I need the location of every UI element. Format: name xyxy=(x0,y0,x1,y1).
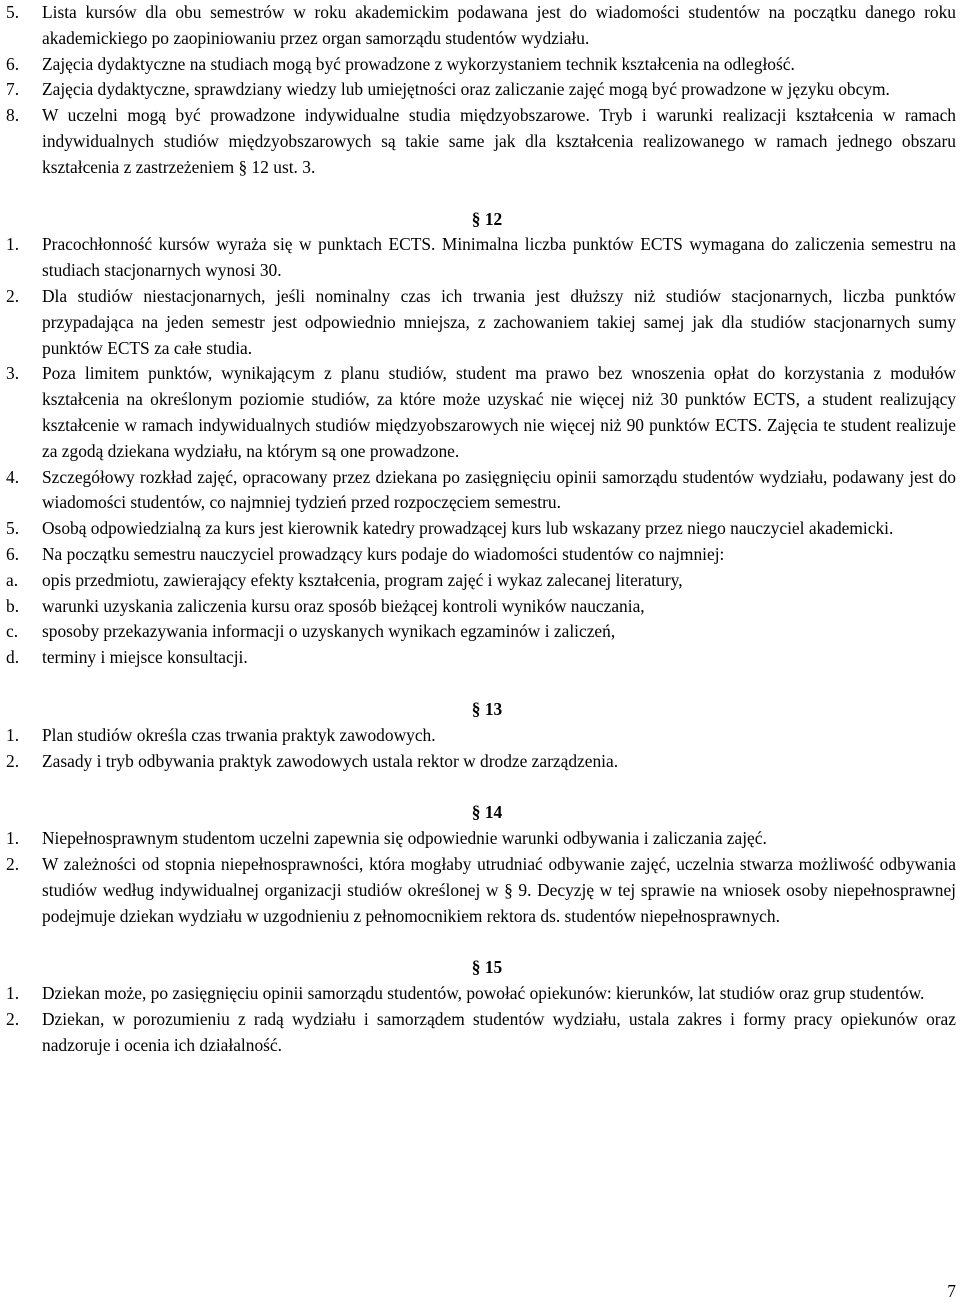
list-item xyxy=(0,749,960,775)
item-number: 6. xyxy=(6,53,20,74)
item-number: 5. xyxy=(6,518,20,539)
item-number: 2. xyxy=(6,285,20,306)
item-text: Zajęcia dydaktyczne na studiach mogą być prowadzone z wykorzystaniem technik kształcenia na odległość. xyxy=(42,53,795,74)
list-item xyxy=(0,232,960,284)
item-number: 6. xyxy=(6,543,20,564)
item-number: 3. xyxy=(6,363,20,384)
sub-item-text: warunki uzyskania zaliczenia kursu oraz sposób bieżącej kontroli wyników nauczania, xyxy=(42,595,645,616)
list-item xyxy=(0,723,960,749)
sub-item xyxy=(0,645,960,671)
list-item xyxy=(0,103,960,180)
item-text: Dla studiów niestacjonarnych, jeśli nominalny czas ich trwania jest dłuższy niż studiów stacjonarnych, liczba punktów przypadająca na jeden semestr jest odpowiednio mniejsza, z zachowaniem takiej samej jak dla studiów stacjonarnych sumy punktów ECTS za całe studia. xyxy=(42,285,956,358)
list-item xyxy=(0,284,960,361)
item-number: 8. xyxy=(6,105,20,126)
list-item xyxy=(0,516,960,542)
item-number: 5. xyxy=(6,2,20,22)
list-item xyxy=(0,542,960,568)
item-text: Lista kursów dla obu semestrów w roku akademickim podawana jest do wiadomości studentów na początku danego roku akademickiego po zaopiniowaniu przez organ samorządu studentów wydziału. xyxy=(42,2,956,48)
item-number: 4. xyxy=(6,466,20,487)
sub-item xyxy=(0,594,960,620)
item-number: 1. xyxy=(6,983,20,1004)
sub-item-text: sposoby przekazywania informacji o uzyskanych wynikach egzaminów i zaliczeń, xyxy=(42,621,616,642)
list-item xyxy=(0,52,960,78)
list-item xyxy=(0,826,960,852)
item-text: Zajęcia dydaktyczne, sprawdziany wiedzy lub umiejętności oraz zaliczanie zajęć mogą być prowadzone w języku obcym. xyxy=(42,79,890,100)
list-item xyxy=(0,77,960,103)
sub-item xyxy=(0,568,960,594)
item-text: Na początku semestru nauczyciel prowadzący kurs podaje do wiadomości studentów co najmniej: xyxy=(42,543,725,564)
item-text: Dziekan może, po zasięgnięciu opinii samorządu studentów, powołać opiekunów: kierunków, lat studiów oraz grup studentów. xyxy=(42,983,925,1004)
section-heading: § 12 xyxy=(471,208,503,229)
item-text: Zasady i tryb odbywania praktyk zawodowych ustala rektor w drodze zarządzenia. xyxy=(42,750,619,771)
sub-item-text: opis przedmiotu, zawierający efekty kształcenia, program zajęć i wykaz zalecanej literatury, xyxy=(42,569,683,590)
item-number: 2. xyxy=(6,853,20,874)
section-heading: § 13 xyxy=(471,698,503,719)
item-text: Niepełnosprawnym studentom uczelni zapewnia się odpowiednie warunki odbywania i zaliczania zajęć. xyxy=(42,828,767,849)
section-13 xyxy=(0,697,960,774)
sub-item-text: terminy i miejsce konsultacji. xyxy=(42,647,248,668)
item-number: 7. xyxy=(6,79,20,100)
page-number: 7 xyxy=(947,1281,956,1301)
section-heading: § 15 xyxy=(471,957,503,978)
list-item xyxy=(0,852,960,929)
intro-list xyxy=(0,0,960,181)
item-text: Szczegółowy rozkład zajęć, opracowany przez dziekana po zasięgnięciu opinii samorządu studentów wydziału, podawany jest do wiadomości studentów, co najmniej tydzień przed rozpoczęciem semestru. xyxy=(42,466,956,513)
list-item xyxy=(0,361,960,464)
sub-item-letter: d. xyxy=(6,647,20,668)
sub-item-letter: c. xyxy=(6,621,19,642)
item-text: Plan studiów określa czas trwania praktyk zawodowych. xyxy=(42,724,436,745)
section-15 xyxy=(0,955,960,1058)
item-number: 2. xyxy=(6,750,20,771)
section-heading: § 14 xyxy=(471,802,503,823)
item-text: Dziekan, w porozumieniu z radą wydziału i samorządem studentów wydziału, ustala zakres i formy pracy opiekunów oraz nadzoruje i ocenia ich działalność. xyxy=(42,1008,956,1055)
item-text: Osobą odpowiedzialną za kurs jest kierownik katedry prowadzącej kurs lub wskazany przez niego nauczyciel akademicki. xyxy=(42,518,894,539)
section-14 xyxy=(0,800,960,929)
item-text: W zależności od stopnia niepełnosprawności, która mogłaby utrudniać odbywanie zajęć, uczelnia stwarza możliwość odbywania studiów według indywidualnej organizacji studiów określonej w § 9. Decyzję w tej sprawie na wniosek osoby niepełnosprawnej podejmuje dziekan wydziału w uzgodnieniu z pełnomocnikiem rektora ds. studentów niepełnosprawnych. xyxy=(42,853,956,926)
item-text: Poza limitem punktów, wynikającym z planu studiów, student ma prawo bez wnoszenia opłat do korzystania z modułów kształcenia na określonym poziomie studiów, za które może uzyskać nie więcej niż 30 punktów ECTS, a student realizujący kształcenie w ramach indywidualnych studiów międzyobszarowych nie więcej niż 90 punktów ECTS. Zajęcia te student realizuje za zgodą dziekana wydziału, na którym są one prowadzone. xyxy=(42,363,956,461)
sub-item-letter: b. xyxy=(6,595,20,616)
section-12 xyxy=(0,207,960,671)
list-item xyxy=(0,1007,960,1059)
item-number: 1. xyxy=(6,828,20,849)
item-number: 1. xyxy=(6,234,20,255)
item-text: W uczelni mogą być prowadzone indywidualne studia międzyobszarowe. Tryb i warunki realizacji kształcenia w ramach indywidualnych studiów międzyobszarowych są takie same jak dla kształcenia realizowanego w ramach jednego obszaru kształcenia z zastrzeżeniem § 12 ust. 3. xyxy=(42,105,956,177)
item-text: Pracochłonność kursów wyraża się w punktach ECTS. Minimalna liczba punktów ECTS wymagana do zaliczenia semestru na studiach stacjonarnych wynosi 30. xyxy=(42,234,956,281)
list-item xyxy=(0,981,960,1007)
item-number: 1. xyxy=(6,724,20,745)
item-number: 2. xyxy=(6,1008,20,1029)
sub-item-letter: a. xyxy=(6,569,19,590)
sub-item xyxy=(0,619,960,645)
list-item xyxy=(0,0,960,52)
list-item xyxy=(0,465,960,517)
